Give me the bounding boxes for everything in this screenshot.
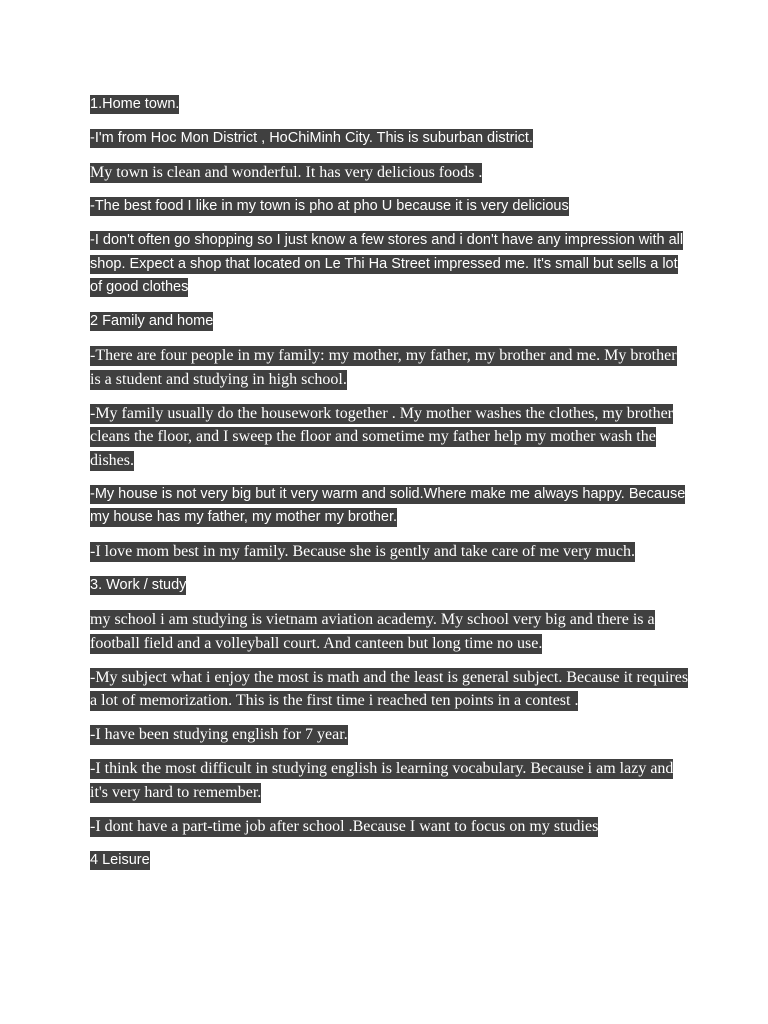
paragraph (90, 483, 690, 530)
paragraph-text: -My subject what i enjoy the most is math and the least is general subject. Because it requires a lot of memorization. This is the first time i reached ten points in a contest . (90, 668, 689, 709)
paragraph-text: -I don't often go shopping so I just know a few stores and i don't have any impression with all shop. Expect a shop that located on Le Thi Ha Street impressed me. It's small but sells a lot of good clothes (90, 232, 684, 295)
paragraph-text: -The best food I like in my town is pho at pho U because it is very delicious (90, 198, 569, 214)
paragraph (90, 127, 690, 151)
section-heading (90, 93, 690, 117)
paragraph (90, 815, 690, 839)
paragraph-text: -My house is not very big but it very warm and solid.Where make me always happy. Because my house has my father, my mother my brother. (90, 485, 686, 525)
paragraph-text: -My family usually do the housework together . My mother washes the clothes, my brother cleans the floor, and I sweep the floor and sometime my father help my mother wash the dishes. (90, 404, 673, 469)
paragraph (90, 608, 690, 655)
paragraph (90, 757, 690, 804)
section-heading-text: 1.Home town. (90, 96, 180, 112)
paragraph-text: -I'm from Hoc Mon District , HoChiMinh City. This is suburban district. (90, 130, 533, 146)
section-heading-text: 4 Leisure (90, 851, 150, 868)
paragraph (90, 344, 690, 391)
paragraph (90, 161, 690, 185)
paragraph (90, 540, 690, 564)
section-heading (90, 574, 690, 598)
section-heading-text: 3. Work / study (90, 577, 187, 593)
paragraph-text: My town is clean and wonderful. It has very delicious foods . (90, 164, 483, 181)
paragraph (90, 666, 690, 713)
paragraph-text: -I love mom best in my family. Because she is gently and take care of me very much. (90, 543, 636, 560)
section-heading (90, 310, 690, 334)
paragraph (90, 195, 690, 219)
paragraph-text: my school i am studying is vietnam aviation academy. My school very big and there is a football field and a volleyball court. And canteen but long time no use. (90, 611, 655, 652)
paragraph-text: -I think the most difficult in studying english is learning vocabulary. Because i am lazy and it's very hard to remember. (90, 760, 674, 801)
paragraph (90, 402, 690, 473)
paragraph-text: -I have been studying english for 7 year. (90, 726, 348, 743)
document-page (90, 93, 690, 883)
paragraph-text: -I dont have a part-time job after school .Because I want to focus on my studies (90, 817, 599, 835)
paragraph-text: -There are four people in my family: my mother, my father, my brother and me. My brother is a student and studying in high school. (90, 347, 677, 388)
paragraph (90, 723, 690, 747)
section-heading (90, 849, 690, 873)
paragraph (90, 229, 690, 300)
section-heading-text: 2 Family and home (90, 313, 214, 329)
